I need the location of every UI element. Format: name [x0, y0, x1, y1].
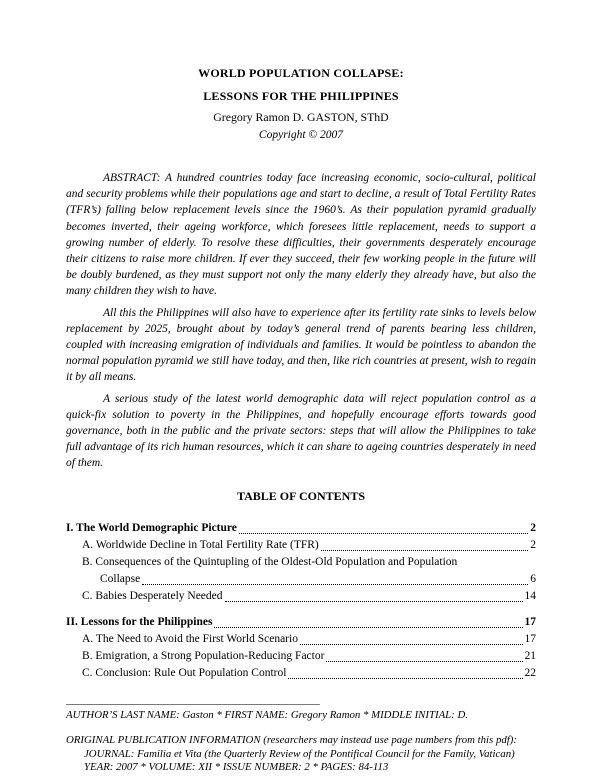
page-title-line-2: LESSONS FOR THE PHILIPPINES — [203, 89, 399, 103]
page-title-line-1: WORLD POPULATION COLLAPSE: — [198, 66, 404, 80]
toc-page-number: 22 — [524, 666, 536, 679]
footnote-section — [66, 694, 536, 775]
toc-dot-leader — [239, 533, 528, 534]
toc-entry-section-1 — [66, 520, 536, 537]
toc-entry-section-2 — [66, 614, 536, 631]
toc-dot-leader — [288, 678, 522, 679]
author-name: Gregory Ramon D. GASTON, SThD — [213, 110, 389, 124]
toc-entry-1b-line-2 — [66, 571, 536, 588]
toc-entry-label: C. Babies Desperately Needed — [82, 589, 223, 602]
toc-page-number: 17 — [524, 632, 536, 645]
toc-dot-leader — [300, 644, 523, 645]
toc-dot-leader — [321, 550, 529, 551]
toc-dot-leader — [225, 601, 523, 602]
document-header — [66, 62, 536, 144]
publication-info-heading: ORIGINAL PUBLICATION INFORMATION (researchers may instead use page numbers from this pdf): — [66, 734, 517, 747]
footnote-separator: _______________________________________________ — [66, 693, 320, 706]
abstract-paragraph-3: A serious study of the latest world demographic data will reject population control as a quick-fix solution to poverty in the Philippines, and hopefully encourage efforts towards good governance, both in the public and the private sectors: steps that will allow the Philippines to take full advantage of its rich human resources, which it can share to ageing countries desperately in need of them. — [66, 392, 536, 470]
toc-page-number: 14 — [524, 589, 536, 602]
author-metadata-line: AUTHOR’S LAST NAME: Gaston * FIRST NAME: Gregory Ramon * MIDDLE INITIAL: D. — [66, 708, 468, 721]
toc-entry-1c — [66, 588, 536, 605]
toc-page-number: 2 — [530, 521, 536, 534]
toc-entry-label: A. Worldwide Decline in Total Fertility Rate (TFR) — [82, 538, 319, 551]
toc-page-number: 21 — [524, 649, 536, 662]
toc-entry-label: A. The Need to Avoid the First World Scenario — [82, 632, 298, 645]
abstract-section — [66, 170, 536, 472]
toc-entry-label: Collapse — [100, 572, 141, 585]
abstract-paragraph-1: ABSTRACT: A hundred countries today face increasing economic, socio-cultural, political and security problems while their populations age and start to decline, a result of Total Fertility Rates (TFR’s) falling below replacement levels since the 1960’s. As their population pyramid gradually becomes inverted, their ageing workforce, which foresees little replacement, needs to support a growing number of elderly. To resolve these difficulties, their governments desperately encourage their citizens to raise more children. If ever they succeed, their few working people in the future will be doubly burdened, as they must support not only the many elderly they already have, but also the many children they wish to have. — [66, 172, 536, 298]
toc-entry-2c — [66, 665, 536, 682]
publication-issue-line: YEAR: 2007 * VOLUME: XII * ISSUE NUMBER: 2 * PAGES: 84-113 — [84, 761, 389, 774]
toc-entry-label: II. Lessons for the Philippines — [66, 615, 213, 628]
table-of-contents — [66, 520, 536, 682]
toc-entry-1b-line-1 — [66, 554, 536, 571]
toc-heading: TABLE OF CONTENTS — [236, 488, 366, 503]
toc-entry-label: C. Conclusion: Rule Out Population Control — [82, 666, 287, 679]
toc-dot-leader — [142, 584, 528, 585]
toc-dot-leader — [214, 627, 522, 628]
toc-entry-label: I. The World Demographic Picture — [66, 521, 237, 534]
abstract-paragraph-2: All this the Philippines will also have to experience after its fertility rate sinks to levels below replacement by 2025, brought about by today’s general trend of parents bearing less children, coupled with increasing emigration of individuals and families. It would be pointless to abandon the normal population pyramid we still have today, and then, like rich countries at present, wish to regain it by all means. — [66, 306, 536, 384]
toc-entry-1a — [66, 537, 536, 554]
copyright-notice: Copyright © 2007 — [258, 129, 344, 141]
toc-dot-leader — [326, 661, 522, 662]
toc-page-number: 17 — [524, 615, 536, 628]
toc-entry-2a — [66, 631, 536, 648]
toc-entry-label: B. Emigration, a Strong Population-Reducing Factor — [82, 649, 325, 662]
toc-entry-2b — [66, 648, 536, 665]
publication-journal-line: JOURNAL: Familia et Vita (the Quarterly Review of the Pontifical Council for the Family, Vatican) — [84, 747, 515, 760]
toc-page-number: 2 — [530, 538, 536, 551]
toc-page-number: 6 — [530, 572, 536, 585]
toc-entry-label: B. Consequences of the Quintupling of the Oldest-Old Population and Population — [82, 555, 458, 568]
